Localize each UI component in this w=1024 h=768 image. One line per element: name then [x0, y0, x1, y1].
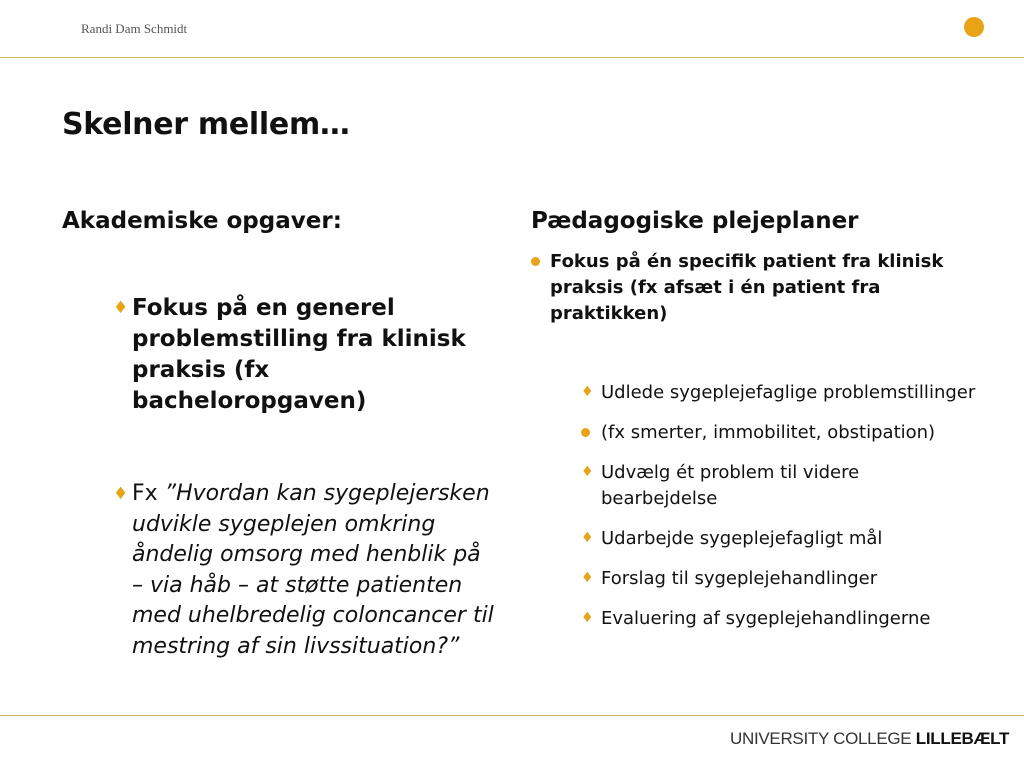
circle-bullet-icon [531, 257, 540, 266]
list-item [581, 460, 981, 511]
left-bullet-1 [113, 293, 493, 417]
university-logo [730, 729, 1009, 749]
list-item-text: Udarbejde sygeplejefagligt mål [601, 527, 883, 549]
right-lead-bullet [531, 249, 961, 327]
diamond-bullet-icon: ♦ [581, 464, 594, 480]
list-item [581, 420, 981, 446]
left-bullet-2 [113, 479, 498, 662]
list-item-text: Udvælg ét problem til videre bearbejdelse [601, 462, 860, 509]
left-bullet-2-prefix: Fx [132, 481, 165, 506]
list-item [581, 606, 981, 632]
bottom-rule [0, 715, 1024, 716]
list-item-text: Udlede sygeplejefaglige problemstillinger [601, 382, 976, 403]
list-item-text: Evaluering af sygeplejehandlingerne [601, 607, 931, 629]
right-lead-text: Fokus på én specifik patient fra klinisk praksis (fx afsæt i én patient fra praktikken) [550, 251, 944, 324]
list-item [581, 566, 981, 592]
diamond-bullet-icon: ♦ [581, 384, 594, 400]
left-bullet-1-text: Fokus på en generel problemstilling fra klinisk praksis (fx bacheloropgaven) [132, 295, 466, 414]
list-item [581, 526, 981, 552]
diamond-bullet-icon: ♦ [113, 298, 129, 318]
accent-dot-icon [964, 17, 984, 37]
circle-bullet-icon [581, 428, 590, 437]
left-bullet-2-quote: ”Hvordan kan sygeplejersken udvikle sygeplejen omkring åndelig omsorg med henblik på – via håb – at støtte patienten med uhelbredelig coloncancer til mestring af sin livssituation?” [132, 481, 494, 659]
diamond-bullet-icon: ♦ [581, 529, 594, 546]
diamond-bullet-icon: ♦ [581, 569, 594, 586]
diamond-bullet-icon: ♦ [113, 484, 129, 504]
author-name: Randi Dam Schmidt [81, 21, 188, 36]
right-sub-list [581, 380, 981, 646]
diamond-bullet-icon: ♦ [581, 609, 594, 626]
logo-bold-text: LILLEBÆLT [915, 729, 1010, 748]
list-item-text: Forslag til sygeplejehandlinger [601, 567, 878, 589]
list-item [581, 380, 981, 406]
left-column-heading: Akademiske opgaver: [62, 208, 342, 234]
logo-light-text: UNIVERSITY COLLEGE [730, 729, 916, 748]
right-column-heading: Pædagogiske plejeplaner [531, 208, 859, 234]
slide-title: Skelner mellem… [62, 107, 350, 142]
top-rule [0, 57, 1024, 58]
list-item-text: (fx smerter, immobilitet, obstipation) [601, 422, 936, 443]
